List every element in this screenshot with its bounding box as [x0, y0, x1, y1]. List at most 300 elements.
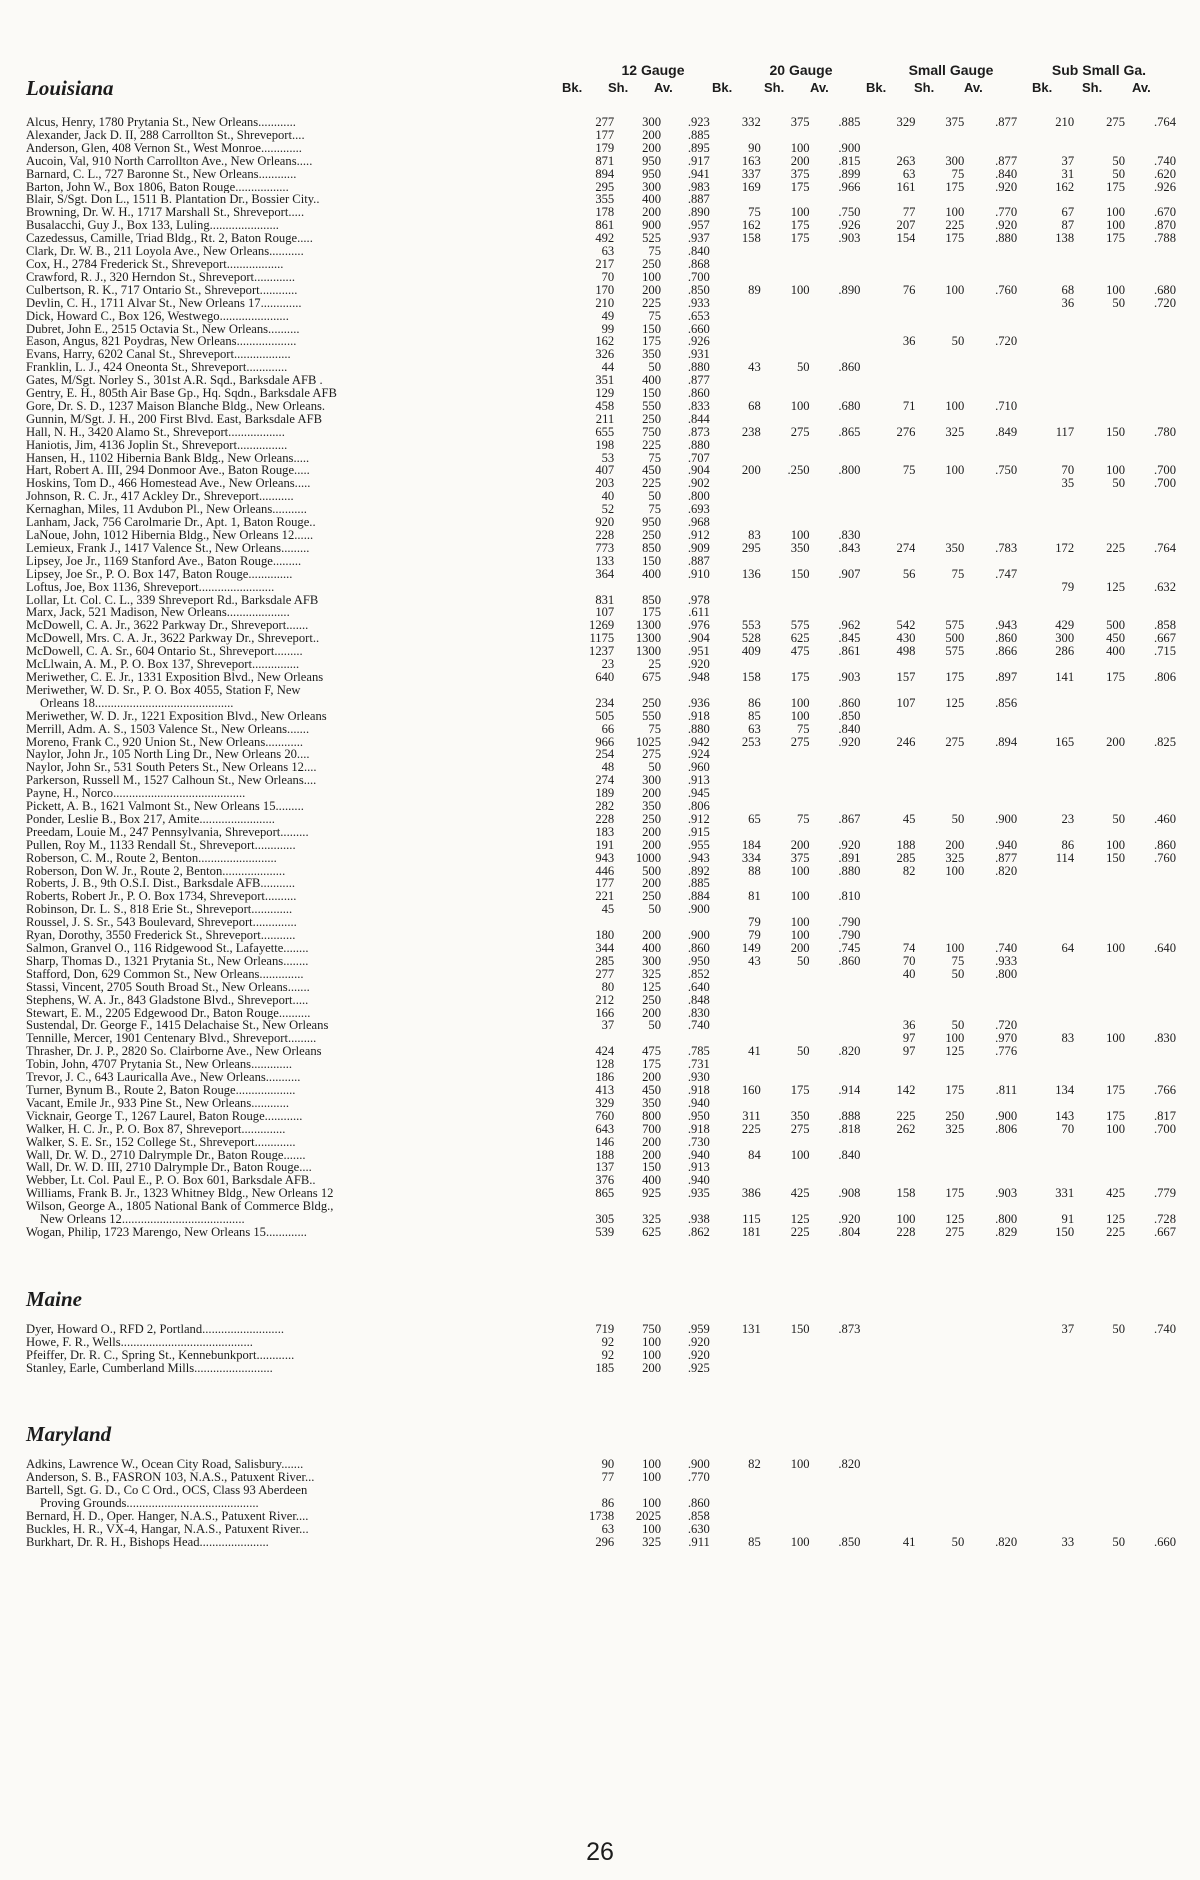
score-cell: 170 — [595, 283, 615, 297]
table-row — [26, 232, 1176, 245]
score-cell: 200 — [642, 1006, 662, 1020]
score-cell: .780 — [1153, 425, 1176, 439]
score-cell: 773 — [595, 541, 615, 555]
score-cell — [964, 1136, 1017, 1149]
table-row — [26, 684, 1176, 697]
score-cell — [1074, 1149, 1125, 1162]
score-cell: 92 — [601, 1348, 615, 1362]
score-cell — [1017, 310, 1074, 323]
score-cell: 296 — [595, 1535, 615, 1549]
score-cell: .660 — [1153, 1535, 1176, 1549]
score-cell — [915, 606, 964, 619]
score-cell: 943 — [595, 851, 615, 865]
score-cell — [964, 361, 1017, 374]
score-cell — [860, 387, 915, 400]
score-cell — [1074, 697, 1125, 710]
score-cell — [810, 748, 861, 761]
score-cell — [710, 1484, 761, 1497]
score-cell — [1017, 361, 1074, 374]
score-cell: 865 — [595, 1187, 615, 1201]
table-row — [26, 155, 1176, 168]
score-cell — [761, 1007, 810, 1020]
sub-header: Av. — [964, 80, 983, 95]
score-cell — [710, 877, 761, 890]
shooter-name-address: Preedam, Louie M., 247 Pennsylvania, Shreveport......... — [26, 825, 309, 839]
score-cell — [1017, 1149, 1074, 1162]
score-cell — [810, 555, 861, 568]
score-cell — [915, 916, 964, 929]
score-cell — [810, 490, 861, 503]
score-cell — [1125, 877, 1176, 890]
score-cell: .907 — [838, 567, 861, 581]
score-cell: 640 — [595, 670, 615, 684]
score-cell — [761, 1174, 810, 1187]
score-cell: 184 — [741, 838, 761, 852]
score-cell: .764 — [1153, 116, 1176, 129]
shooter-name-address: Hall, N. H., 3420 Alamo St., Shreveport.................. — [26, 425, 285, 439]
score-cell: 136 — [741, 567, 761, 581]
score-cell: .856 — [995, 696, 1018, 710]
score-cell — [1017, 400, 1074, 413]
score-cell — [964, 1149, 1017, 1162]
shooter-name-address: Adkins, Lawrence W., Ocean City Road, Salisbury....... — [26, 1458, 304, 1472]
score-cell — [860, 1149, 915, 1162]
table-row — [26, 658, 1176, 671]
score-cell: 70 — [1061, 464, 1075, 478]
score-cell: 750 — [642, 1322, 662, 1336]
table-row — [26, 903, 1176, 916]
sub-header: Bk. — [1032, 80, 1053, 95]
score-cell: 719 — [595, 1322, 615, 1336]
column-header — [26, 62, 1176, 116]
score-cell — [1125, 1471, 1176, 1484]
table-row — [26, 632, 1176, 645]
score-cell: 225 — [642, 477, 662, 491]
score-cell: 250 — [642, 993, 662, 1007]
table-row — [26, 516, 1176, 529]
score-cell: .700 — [1153, 464, 1176, 478]
score-cell — [1017, 761, 1074, 774]
score-cell: 225 — [896, 1109, 916, 1123]
score-cell: .700 — [1153, 477, 1176, 491]
score-cell: 37 — [1061, 154, 1075, 168]
score-cell: 225 — [642, 438, 662, 452]
score-cell — [860, 439, 915, 452]
score-cell — [860, 684, 915, 697]
score-cell: 1000 — [635, 851, 662, 865]
score-cell — [1017, 877, 1074, 890]
shooter-name-address: Williams, Frank B. Jr., 1323 Whitney Bldg., New Orleans 12 — [26, 1187, 334, 1201]
score-cell: 64 — [1061, 942, 1075, 955]
score-cell — [710, 323, 761, 336]
score-cell: 1300 — [635, 619, 662, 633]
score-cell: 162 — [741, 219, 761, 233]
score-cell: 175 — [790, 670, 810, 684]
score-cell: 41 — [748, 1045, 761, 1059]
score-cell: .925 — [687, 1361, 710, 1375]
group-header-sub-small: Sub Small Ga. — [1051, 62, 1147, 78]
table-row — [26, 748, 1176, 761]
score-cell — [710, 581, 761, 594]
score-cell — [1074, 310, 1125, 323]
score-cell — [915, 710, 964, 723]
score-cell — [710, 1007, 761, 1020]
score-cell: 861 — [595, 219, 615, 233]
score-cell: 350 — [642, 348, 662, 362]
table-row — [26, 1213, 1176, 1226]
score-cell — [860, 129, 915, 142]
score-cell — [810, 258, 861, 271]
score-cell: 71 — [902, 399, 916, 413]
score-cell: 90 — [601, 1458, 615, 1472]
score-cell: 131 — [741, 1322, 761, 1336]
score-cell — [710, 1523, 761, 1536]
score-cell: 50 — [951, 1019, 965, 1033]
score-cell: .880 — [995, 232, 1018, 246]
score-cell — [1074, 774, 1125, 787]
score-cell: .779 — [1153, 1187, 1176, 1201]
score-cell — [964, 748, 1017, 761]
score-cell: 550 — [642, 399, 662, 413]
score-cell: 375 — [790, 116, 810, 129]
score-cell — [761, 1032, 810, 1045]
score-cell — [1074, 955, 1125, 968]
score-cell: 350 — [642, 800, 662, 813]
score-cell: .865 — [838, 425, 861, 439]
score-cell — [710, 193, 761, 206]
shooter-name-address: Lipsey, Joe Sr., P. O. Box 147, Baton Rouge.............. — [26, 567, 293, 581]
score-cell — [1074, 1007, 1125, 1020]
score-cell — [1017, 348, 1074, 361]
score-cell — [1125, 658, 1176, 671]
shooter-name-address: Cox, H., 2784 Frederick St., Shreveport.................. — [26, 257, 284, 271]
shooter-name-address: Gentry, E. H., 805th Air Base Gp., Hq. Sqdn., Barksdale AFB — [26, 387, 337, 400]
table-row — [26, 800, 1176, 813]
score-cell: 75 — [648, 309, 662, 323]
score-cell: .860 — [838, 696, 861, 710]
score-cell: 50 — [1112, 167, 1126, 181]
score-cell: 50 — [648, 361, 662, 375]
score-cell: 68 — [748, 399, 761, 413]
score-cell — [860, 826, 915, 839]
score-cell: 158 — [896, 1187, 916, 1201]
score-cell — [964, 271, 1017, 284]
score-cell: 400 — [1106, 645, 1126, 659]
score-cell: .849 — [995, 425, 1018, 439]
score-cell — [761, 1136, 810, 1149]
sub-header: Bk. — [866, 80, 887, 95]
state-title: Maryland — [26, 1422, 112, 1447]
score-cell — [1125, 271, 1176, 284]
score-cell: .968 — [687, 516, 710, 529]
score-cell — [710, 413, 761, 426]
shooter-name-address: Marx, Jack, 521 Madison, New Orleans.................... — [26, 606, 290, 620]
score-cell: .887 — [687, 554, 710, 568]
score-cell: 91 — [1061, 1213, 1075, 1226]
score-cell: .720 — [1153, 296, 1176, 310]
score-cell — [964, 490, 1017, 503]
score-cell: .790 — [838, 929, 861, 942]
shooter-name-address: Gore, Dr. S. D., 1237 Maison Blanche Bldg., New Orleans. — [26, 399, 326, 413]
score-cell: .250 — [787, 464, 810, 478]
score-cell — [1074, 258, 1125, 271]
score-cell — [761, 193, 810, 206]
state-title: Louisiana — [26, 76, 114, 100]
score-cell — [964, 323, 1017, 336]
score-cell: 1175 — [589, 632, 615, 646]
score-cell: 50 — [796, 954, 810, 968]
score-cell — [1017, 1200, 1074, 1213]
score-cell: 344 — [595, 942, 615, 955]
score-cell — [1074, 361, 1125, 374]
score-cell: 200 — [790, 154, 810, 168]
score-cell: 225 — [741, 1122, 761, 1136]
table-row — [26, 387, 1176, 400]
score-cell: 188 — [896, 838, 916, 852]
score-cell: .806 — [687, 800, 710, 813]
score-cell — [915, 903, 964, 916]
score-cell — [1125, 800, 1176, 813]
score-cell — [761, 335, 810, 348]
score-cell: 500 — [1106, 619, 1126, 633]
score-cell — [915, 271, 964, 284]
score-cell: .966 — [838, 180, 861, 194]
score-cell: 400 — [642, 1174, 662, 1188]
score-cell: 350 — [642, 1096, 662, 1110]
score-cell — [710, 1349, 761, 1362]
score-cell — [860, 1458, 915, 1471]
score-cell — [1125, 1019, 1176, 1032]
score-cell — [810, 1336, 861, 1349]
score-cell: .894 — [995, 735, 1018, 749]
table-row — [26, 555, 1176, 568]
score-cell: .785 — [687, 1045, 710, 1059]
score-cell — [1017, 1071, 1074, 1084]
score-cell — [710, 490, 761, 503]
score-cell — [964, 529, 1017, 542]
shooter-name-address: Barnard, C. L., 727 Baronne St., New Orleans............ — [26, 167, 297, 181]
table-row — [26, 142, 1176, 155]
shooter-name-address: Thrasher, Dr. J. P., 2820 So. Clairborne Ave., New Orleans — [26, 1045, 322, 1059]
table-row — [26, 1362, 1176, 1375]
score-cell — [761, 348, 810, 361]
score-cell — [1125, 529, 1176, 542]
score-cell — [860, 477, 915, 490]
score-cell: .760 — [1153, 851, 1176, 865]
table-row — [26, 529, 1176, 542]
score-cell — [710, 1161, 761, 1174]
score-cell: 67 — [1061, 206, 1075, 220]
score-cell: 50 — [648, 761, 662, 775]
table-row — [26, 1097, 1176, 1110]
section-maine — [26, 1323, 1176, 1375]
score-cell — [810, 826, 861, 839]
score-cell — [761, 413, 810, 426]
score-cell — [964, 723, 1017, 736]
score-cell: 331 — [1055, 1187, 1075, 1201]
score-cell — [761, 1336, 810, 1349]
score-cell — [860, 348, 915, 361]
score-cell: 250 — [945, 1109, 965, 1123]
score-cell — [964, 245, 1017, 258]
score-cell: 198 — [595, 438, 615, 452]
score-cell: 100 — [642, 1348, 662, 1362]
score-cell — [1125, 1362, 1176, 1375]
score-cell: 45 — [601, 903, 615, 917]
score-cell: .943 — [995, 619, 1018, 633]
score-cell — [810, 1058, 861, 1071]
score-cell: .830 — [838, 529, 861, 542]
roster-table — [26, 1323, 1176, 1375]
table-row — [26, 206, 1176, 219]
score-cell: .720 — [995, 1019, 1018, 1033]
score-cell: 446 — [595, 864, 615, 878]
score-cell: 200 — [790, 838, 810, 852]
score-cell: 129 — [595, 387, 615, 400]
score-cell — [915, 787, 964, 800]
roster-table — [26, 1458, 1176, 1548]
score-cell: 36 — [1061, 296, 1075, 310]
score-cell — [964, 374, 1017, 387]
score-cell — [964, 981, 1017, 994]
score-cell: 161 — [896, 180, 916, 194]
score-cell: .900 — [687, 1458, 710, 1472]
score-cell — [1074, 142, 1125, 155]
score-cell — [964, 1336, 1017, 1349]
roster-table — [26, 116, 1176, 1239]
score-cell — [761, 800, 810, 813]
score-cell — [964, 413, 1017, 426]
score-cell — [1125, 1510, 1176, 1523]
score-cell — [761, 1200, 810, 1213]
score-cell — [761, 490, 810, 503]
score-cell: .460 — [1153, 812, 1176, 826]
score-cell — [1074, 374, 1125, 387]
table-row — [26, 1084, 1176, 1097]
score-cell: .804 — [838, 1225, 861, 1239]
shooter-name-address: Haniotis, Jim, 4136 Joplin St., Shreveport................ — [26, 438, 288, 452]
score-cell: 100 — [1106, 206, 1126, 220]
score-cell: .730 — [687, 1135, 710, 1149]
score-cell: 86 — [1061, 838, 1075, 852]
score-cell: 250 — [642, 812, 662, 826]
shooter-name-address: Gunnin, M/Sgt. J. H., 200 First Blvd. East, Barksdale AFB — [26, 412, 322, 426]
score-cell — [860, 297, 915, 310]
score-cell: 175 — [790, 219, 810, 233]
score-cell — [964, 516, 1017, 529]
score-cell — [569, 1484, 614, 1497]
table-row — [26, 865, 1176, 878]
score-cell: 37 — [601, 1019, 615, 1033]
score-cell — [1074, 929, 1125, 942]
score-cell: .877 — [687, 374, 710, 388]
score-cell: .844 — [687, 412, 710, 426]
score-cell — [964, 142, 1017, 155]
score-cell: .948 — [687, 670, 710, 684]
score-cell — [810, 581, 861, 594]
score-cell: 950 — [642, 516, 662, 529]
score-cell — [860, 581, 915, 594]
score-cell: 128 — [595, 1058, 615, 1072]
score-cell — [761, 516, 810, 529]
score-cell: .976 — [687, 619, 710, 633]
score-cell: 50 — [951, 1535, 965, 1549]
score-cell: .858 — [1153, 619, 1176, 633]
score-cell — [1017, 826, 1074, 839]
score-cell — [810, 1019, 861, 1032]
score-cell — [710, 606, 761, 619]
score-cell: .810 — [838, 890, 861, 904]
score-cell — [1017, 723, 1074, 736]
score-cell: 188 — [595, 1148, 615, 1162]
score-cell — [761, 1362, 810, 1375]
score-cell: .750 — [995, 464, 1018, 478]
score-cell: .700 — [687, 270, 710, 284]
score-cell: 160 — [741, 1083, 761, 1097]
score-cell: 253 — [741, 735, 761, 749]
score-cell: 300 — [642, 180, 662, 194]
table-row — [26, 1161, 1176, 1174]
score-cell — [1074, 723, 1125, 736]
table-row — [26, 1523, 1176, 1536]
score-cell: 262 — [896, 1122, 916, 1136]
score-cell — [1017, 1174, 1074, 1187]
score-cell: .820 — [995, 1535, 1018, 1549]
score-cell: 275 — [790, 1122, 810, 1136]
score-cell: 100 — [790, 206, 810, 220]
score-cell — [1125, 1458, 1176, 1471]
table-row — [26, 839, 1176, 852]
table-row — [26, 1510, 1176, 1523]
score-cell — [1074, 606, 1125, 619]
score-cell — [860, 710, 915, 723]
score-cell — [1017, 1336, 1074, 1349]
shooter-name-address: Vicknair, George T., 1267 Laurel, Baton Rouge............ — [26, 1109, 303, 1123]
score-cell: 643 — [595, 1122, 615, 1136]
table-row — [26, 477, 1176, 490]
score-cell: 850 — [642, 593, 662, 607]
score-cell — [569, 1200, 614, 1213]
score-cell: .920 — [687, 1348, 710, 1362]
table-row — [26, 245, 1176, 258]
score-cell: 92 — [601, 1335, 615, 1349]
score-cell: 295 — [595, 180, 615, 194]
score-cell: 413 — [595, 1083, 615, 1097]
score-cell — [710, 503, 761, 516]
score-cell: 221 — [595, 890, 615, 904]
shooter-name-address: Anderson, Glen, 408 Vernon St., West Monroe............. — [26, 141, 302, 155]
score-cell — [915, 348, 964, 361]
score-cell: 100 — [790, 890, 810, 904]
score-cell — [915, 439, 964, 452]
score-cell — [761, 826, 810, 839]
score-cell: .924 — [687, 748, 710, 762]
score-cell — [860, 1323, 915, 1336]
score-cell — [710, 1019, 761, 1032]
score-cell — [1017, 929, 1074, 942]
score-cell: 2025 — [635, 1510, 662, 1523]
table-row — [26, 1149, 1176, 1162]
score-cell: 50 — [951, 967, 965, 981]
score-cell: 83 — [748, 529, 761, 542]
score-cell — [915, 1136, 964, 1149]
shooter-name-address: Pfeiffer, Dr. R. C., Spring St., Kennebunkport............ — [26, 1348, 295, 1362]
shooter-name-address: Orleans 18............................................ — [40, 696, 234, 710]
score-cell: .840 — [838, 722, 861, 736]
score-cell: 334 — [741, 851, 761, 865]
score-cell: 225 — [945, 219, 965, 233]
score-cell: 100 — [790, 916, 810, 930]
